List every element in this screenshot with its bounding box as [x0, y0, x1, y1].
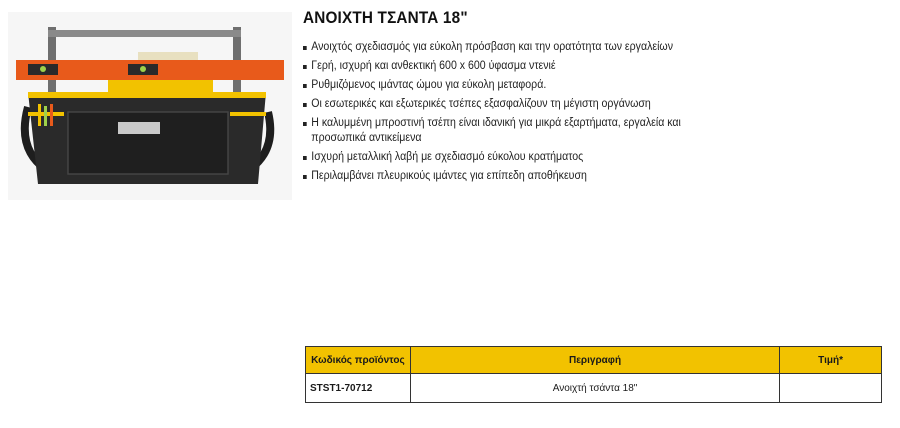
feature-list: [303, 40, 773, 188]
header-price: Τιμή*: [780, 347, 882, 374]
feature-item: Η καλυμμένη μπροστινή τσέπη είναι ιδανική για μικρά εξαρτήματα, εργαλεία και προσωπικά αντικείμενα: [303, 116, 735, 146]
header-product-code: Κωδικός προϊόντος: [306, 347, 411, 374]
feature-item: Οι εσωτερικές και εξωτερικές τσέπες εξασφαλίζουν τη μέγιστη οργάνωση: [303, 97, 735, 112]
feature-item: Ανοιχτός σχεδιασμός για εύκολη πρόσβαση και την ορατότητα των εργαλείων: [303, 40, 735, 55]
product-image: [8, 12, 292, 200]
table-row: [306, 374, 882, 403]
product-title: ΑΝΟΙΧΤΗ ΤΣΑΝΤΑ 18": [303, 8, 468, 27]
feature-item: Ισχυρή μεταλλική λαβή με σχεδιασμό εύκολου κρατήματος: [303, 150, 735, 165]
cell-price: [780, 374, 882, 403]
feature-item: Ρυθμιζόμενος ιμάντας ώμου για εύκολη μεταφορά.: [303, 78, 735, 93]
feature-item: Γερή, ισχυρή και ανθεκτική 600 x 600 ύφασμα ντενιέ: [303, 59, 735, 74]
feature-item: Περιλαμβάνει πλευρικούς ιμάντες για επίπεδη αποθήκευση: [303, 169, 735, 184]
cell-product-code: STST1-70712: [306, 374, 411, 403]
tool-bag-image: [8, 12, 292, 200]
table-header-row: [306, 347, 882, 374]
cell-description: Ανοιχτή τσάντα 18": [410, 374, 779, 403]
product-table: [305, 346, 882, 403]
header-description: Περιγραφή: [410, 347, 779, 374]
